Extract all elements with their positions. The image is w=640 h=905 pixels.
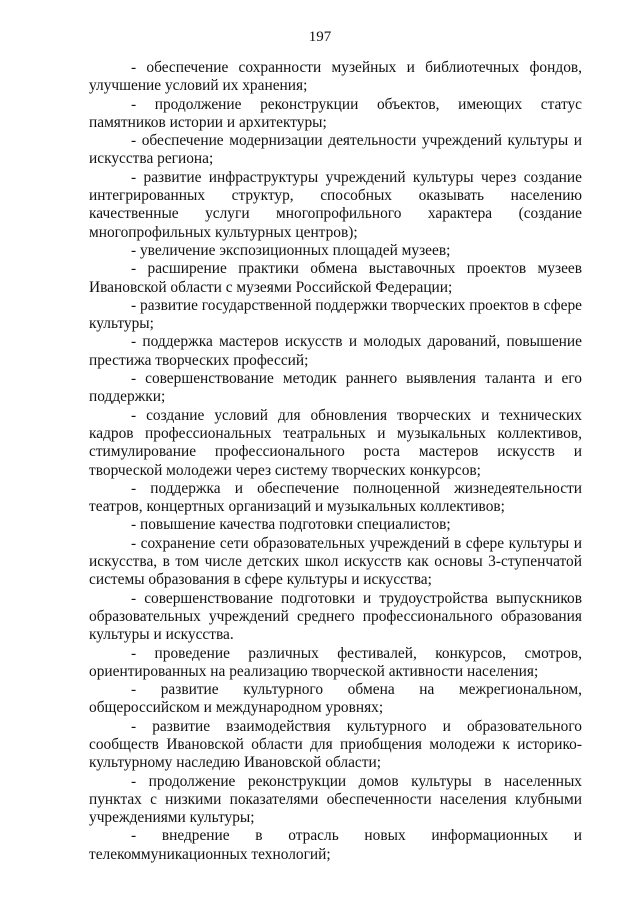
list-item: - поддержка мастеров искусств и молодых дарований, повышение престижа творческих профессий; [89, 333, 582, 369]
page-number: 197 [308, 29, 332, 45]
list-item: - поддержка и обеспечение полноценной жизнедеятельности театров, концертных организаций и музыкальных коллективов; [89, 479, 582, 516]
list-item: - совершенствование методик раннего выявления таланта и его поддержки; [89, 370, 582, 406]
list-of-measures [89, 59, 582, 864]
list-item: - обеспечение сохранности музейных и библиотечных фондов, улучшение условий их хранения; [89, 59, 582, 95]
list-item: - развитие государственной поддержки творческих проектов в сфере культуры; [89, 296, 582, 333]
list-item: - повышение качества подготовки специалистов; [131, 516, 451, 534]
list-item: - развитие инфраструктуры учреждений культуры через создание интегрированных структур, способных оказывать населению качественные услуги многопрофильного характера (создание многопрофильных культурных центров); [89, 168, 582, 241]
list-item: - продолжение реконструкции объектов, имеющих статус памятников истории и архитектуры; [89, 95, 582, 131]
list-item: - создание условий для обновления творческих и технических кадров профессиональных театральных и музыкальных коллективов, стимулирование профессионального роста мастеров искусств и творческой молодежи через систему творческих конкурсов; [89, 406, 582, 479]
list-item: - расширение практики обмена выставочных проектов музеев Ивановской области с музеями Российской Федерации; [89, 260, 582, 296]
list-item: - продолжение реконструкции домов культуры в населенных пунктах с низкими показателями обеспеченности населения клубными учреждениями культуры; [89, 772, 582, 827]
list-item: - обеспечение модернизации деятельности учреждений культуры и искусства региона; [89, 132, 582, 168]
list-item: - сохранение сети образовательных учреждений в сфере культуры и искусства, в том числе детских школ искусств как основы 3-ступенчатой системы образования в сфере культуры и искусства; [89, 534, 582, 589]
list-item: - совершенствование подготовки и трудоустройства выпускников образовательных учреждений среднего профессионального образования культуры и искусства. [89, 589, 582, 644]
list-item: - проведение различных фестивалей, конкурсов, смотров, ориентированных на реализацию творческой активности населения; [89, 644, 582, 680]
list-item: - увеличение экспозиционных площадей музеев; [131, 241, 451, 259]
list-item: - развитие культурного обмена на межрегиональном, общероссийском и международном уровнях; [89, 681, 582, 717]
list-item: - внедрение в отрасль новых информационных и телекоммуникационных технологий; [89, 827, 582, 863]
list-item: - развитие взаимодействия культурного и образовательного сообществ Ивановской области для приобщения молодежи к историко-культурному наследию Ивановской области; [89, 717, 582, 772]
